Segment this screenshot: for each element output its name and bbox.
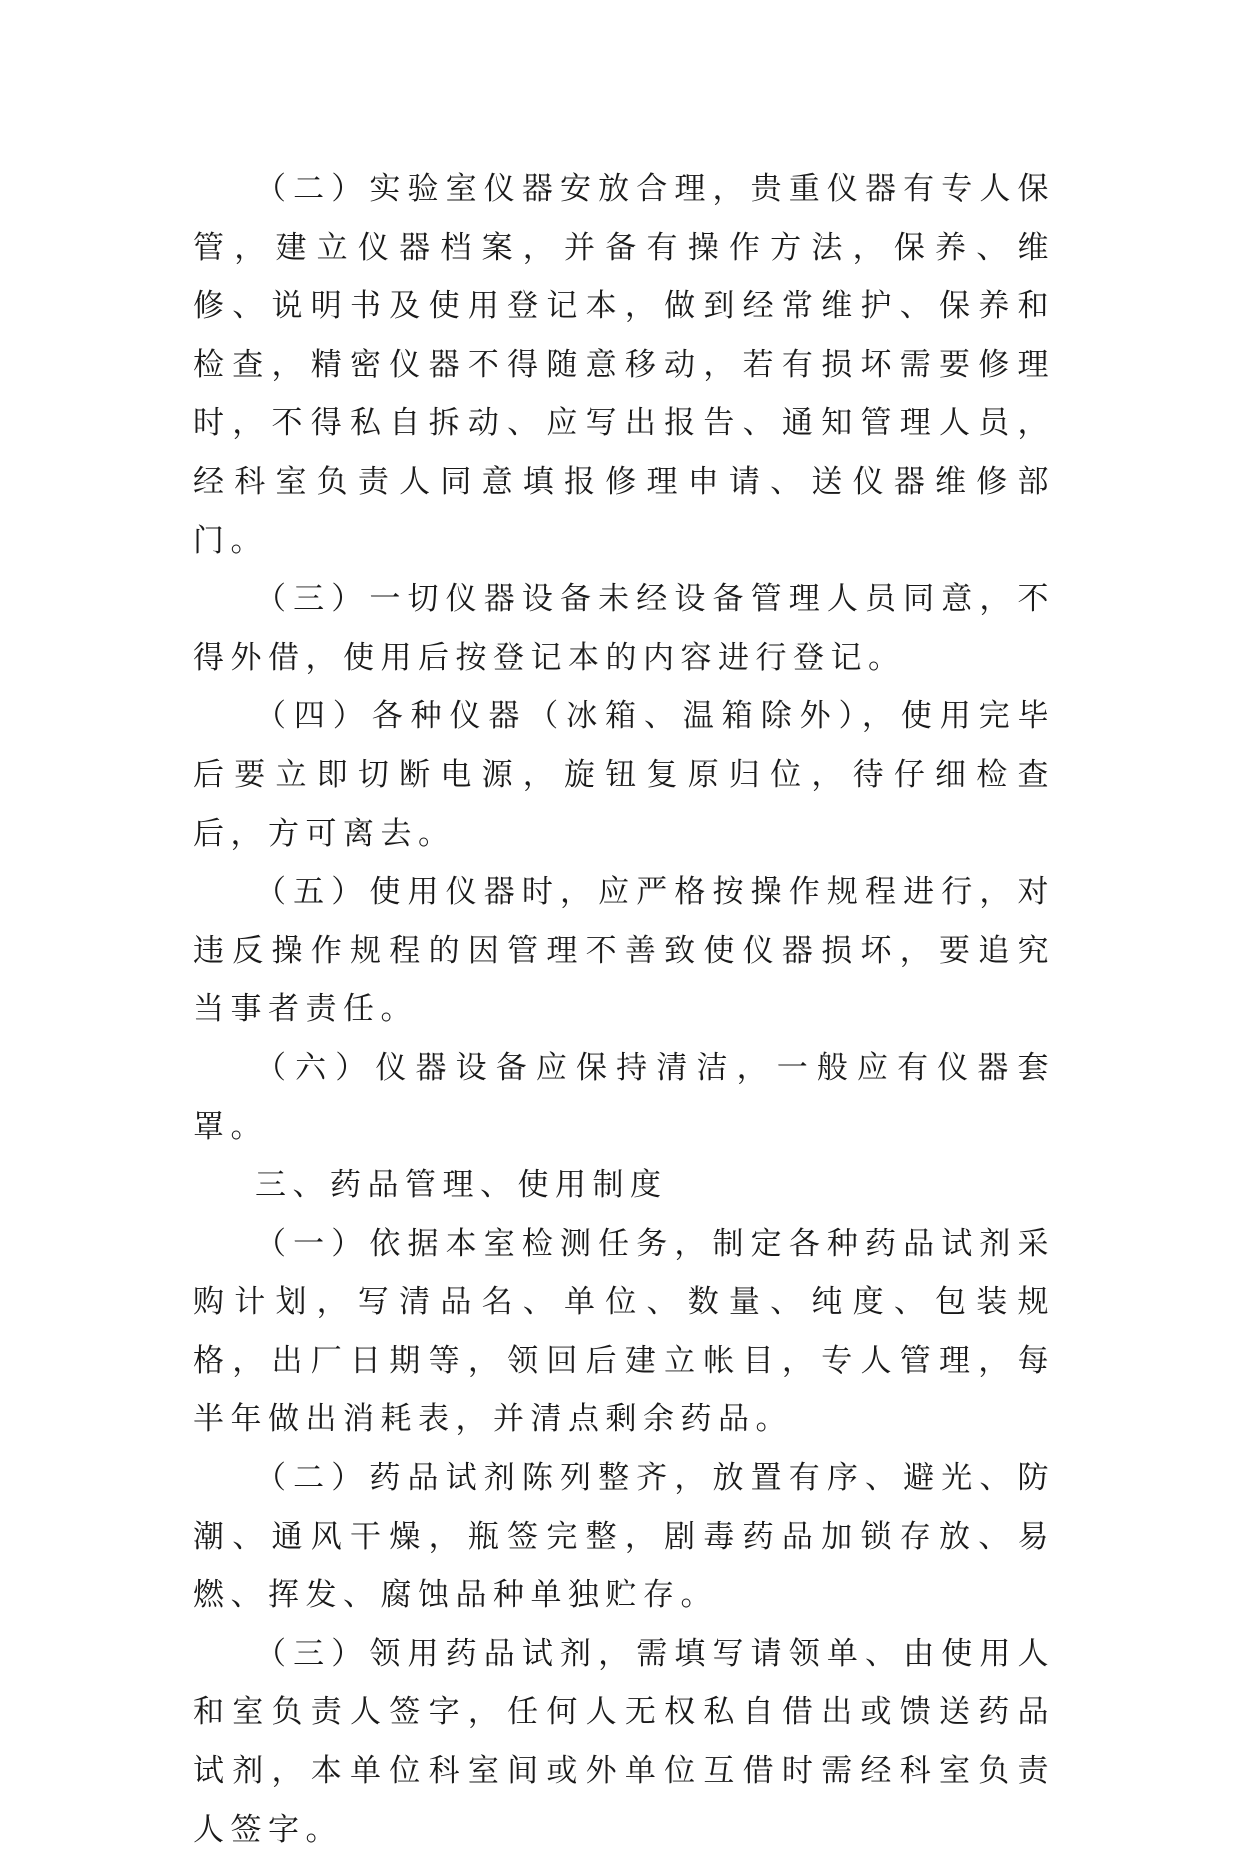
- paragraph-instrument-placement: （二）实验室仪器安放合理，贵重仪器有专人保管，建立仪器档案，并备有操作方法，保养、维修、说明书及使用登记本，做到经常维护、保养和检查，精密仪器不得随意移动，若有损坏需要修理时，不得私自拆动、应写出报告、通知管理人员，经科室负责人同意填报修理申请、送仪器维修部门。: [193, 171, 1055, 559]
- paragraph-cleanliness: （六）仪器设备应保持清洁，一般应有仪器套罩。: [193, 1049, 1055, 1145]
- paragraph-operating-rules: （五）使用仪器时，应严格按操作规程进行，对违反操作规程的因管理不善致使仪器损坏，要追究当事者责任。: [193, 874, 1055, 1028]
- paragraph-procurement-plan: （一）依据本室检测任务，制定各种药品试剂采购计划，写清品名、单位、数量、纯度、包装规格，出厂日期等，领回后建立帐目，专人管理，每半年做出消耗表，并清点剩余药品。: [193, 1225, 1055, 1438]
- paragraph-power-off: （四）各种仪器（冰箱、温箱除外），使用完毕后要立即切断电源，旋钮复原归位，待仔细检查后，方可离去。: [193, 698, 1055, 852]
- document-body: [193, 160, 1055, 1859]
- paragraph-reagent-storage: （二）药品试剂陈列整齐，放置有序、避光、防潮、通风干燥，瓶签完整，剧毒药品加锁存放、易燃、挥发、腐蚀品种单独贮存。: [193, 1460, 1055, 1614]
- paragraph-reagent-requisition: （三）领用药品试剂，需填写请领单、由使用人和室负责人签字，任何人无权私自借出或馈送药品试剂，本单位科室间或外单位互借时需经科室负责人签字。: [193, 1635, 1055, 1848]
- paragraph-instrument-lending: （三）一切仪器设备未经设备管理人员同意，不得外借，使用后按登记本的内容进行登记。: [193, 581, 1055, 676]
- section-heading-reagent-management: 三、药品管理、使用制度: [255, 1167, 668, 1204]
